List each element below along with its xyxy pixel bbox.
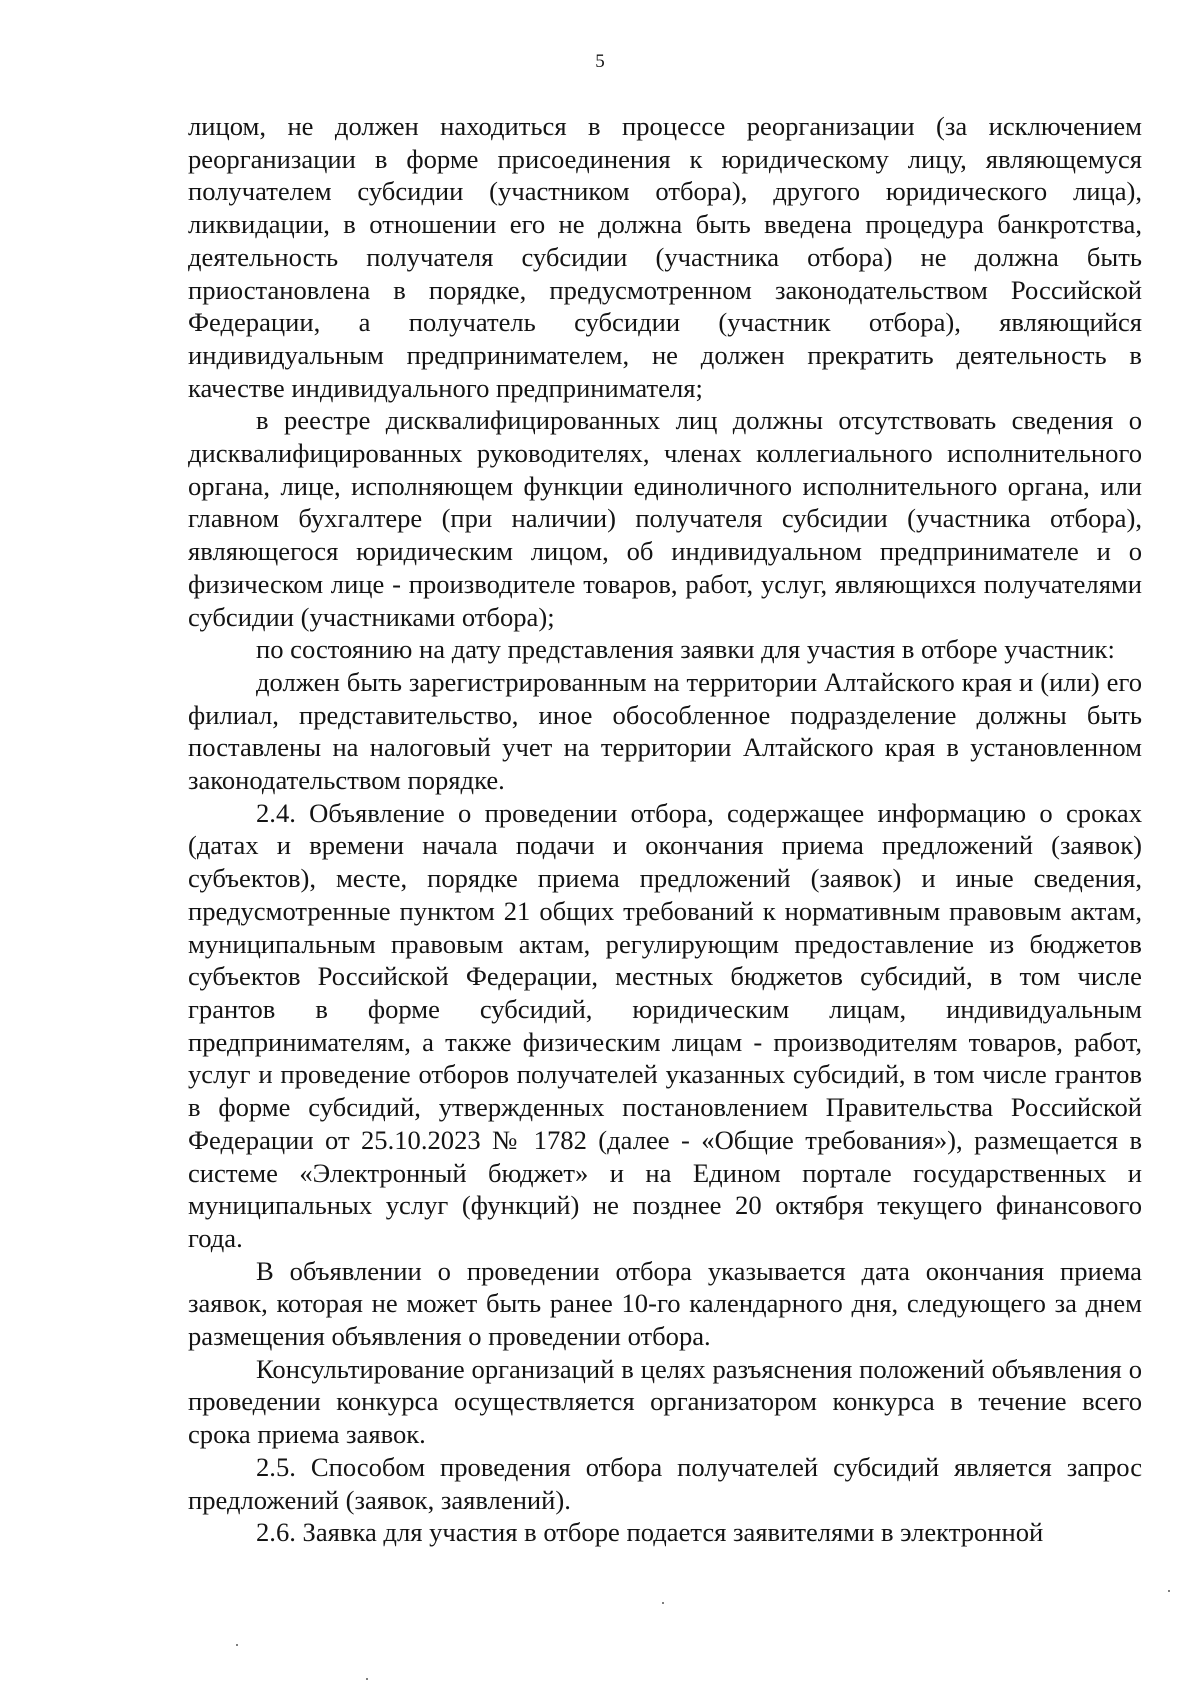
scan-speck [662, 1602, 664, 1604]
scan-speck [366, 1678, 368, 1680]
document-body [188, 110, 1142, 1549]
paragraph-deadline: В объявлении о проведении отбора указывается дата окончания приема заявок, которая не может быть ранее 10-го календарного дня, следующего за днем размещения объявления о проведении отбора. [188, 1255, 1142, 1352]
paragraph-registration-altai: должен быть зарегистрированным на территории Алтайского края и (или) его филиал, представительство, иное обособленное подразделение должны быть поставлены на налоговый учет на территории Алтайского края в установленном законодательством порядке. [188, 666, 1142, 796]
scan-speck [1168, 1590, 1170, 1592]
paragraph-2-6-application: 2.6. Заявка для участия в отборе подается заявителями в электронной [256, 1517, 1044, 1548]
paragraph-2-5-method: 2.5. Способом проведения отбора получателей субсидий является запрос предложений (заявок, заявлений). [188, 1451, 1142, 1515]
scan-speck [236, 1644, 238, 1646]
paragraph-continuation: лицом, не должен находиться в процессе реорганизации (за исключением реорганизации в форме присоединения к юридическому лицу, являющемуся получателем субсидии (участником отбора), другого юридического лица), ликвидации, в отношении его не должна быть введена процедура банкротства, деятельность получателя субсидии (участника отбора) не должна быть приостановлена в порядке, предусмотренном законодательством Российской Федерации, а получатель субсидии (участник отбора), являющийся индивидуальным предпринимателем, не должен прекратить деятельность в качестве индивидуального предпринимателя; [188, 111, 1142, 403]
paragraph-disqualified-registry: в реестре дисквалифицированных лиц должны отсутствовать сведения о дисквалифицированных руководителях, членах коллегиального исполнительного органа, лице, исполняющем функции единоличного исполнительного органа, или главном бухгалтере (при наличии) получателя субсидии (участника отбора), являющегося юридическим лицом, об индивидуальном предпринимателе и о физическом лице - производителе товаров, работ, услуг, являющихся получателями субсидии (участниками отбора); [188, 405, 1142, 632]
paragraph-application-date: по состоянию на дату представления заявки для участия в отборе участник: [256, 634, 1115, 665]
paragraph-consulting: Консультирование организаций в целях разъяснения положений объявления о проведении конкурса осуществляется организатором конкурса в течение всего срока приема заявок. [188, 1353, 1142, 1450]
paragraph-2-4-announcement: 2.4. Объявление о проведении отбора, содержащее информацию о сроках (датах и времени начала подачи и окончания приема предложений (заявок) субъектов), месте, порядке приема предложений (заявок) и иные сведения, предусмотренные пунктом 21 общих требований к нормативным правовым актам, муниципальным правовым актам, регулирующим предоставление из бюджетов субъектов Российской Федерации, местных бюджетов субсидий, в том числе грантов в форме субсидий, юридическим лицам, индивидуальным предпринимателям, а также физическим лицам - производителям товаров, работ, услуг и проведение отборов получателей указанных субсидий, в том числе грантов в форме субсидий, утвержденных постановлением Правительства Российской Федерации от 25.10.2023 № 1782 (далее - «Общие требования»), размещается в системе «Электронный бюджет» и на Едином портале государственных и муниципальных услуг (функций) не позднее 20 октября текущего финансового года. [188, 797, 1142, 1253]
page-number: 5 [595, 51, 605, 72]
